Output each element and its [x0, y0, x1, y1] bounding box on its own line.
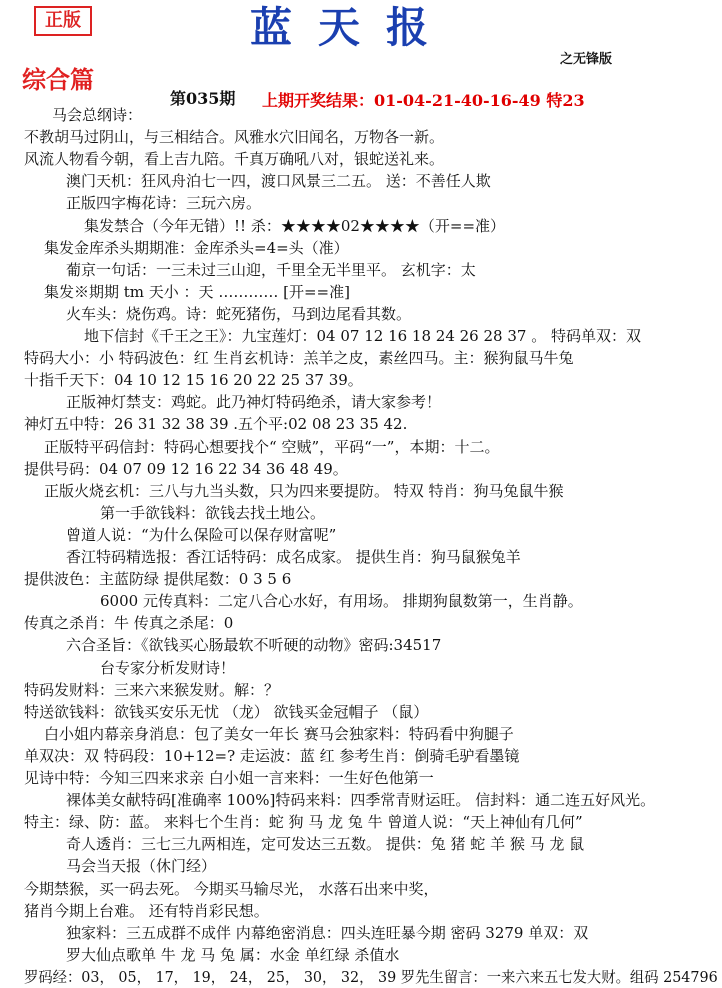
content-line: 神灯五中特：26 31 32 38 39 .五个平:02 08 23 35 42. — [24, 415, 408, 434]
content-line: 第一手欲钱料：欲钱去找土地公。 — [100, 503, 326, 522]
content-line: 台专家分析发财诗！ — [100, 658, 236, 677]
content-line: 十指千天下：04 10 12 15 16 20 22 25 37 39。 — [24, 371, 363, 390]
content-line: 猪肖今期上台难。 还有特肖彩民想。 — [24, 901, 269, 920]
content-line: 地下信封《千王之王》：九宝莲灯：04 07 12 16 18 24 26 28 37 。 特码单双：双 — [84, 327, 641, 345]
content-line: 6000 元传真料：二定八合心水好，有用场。 排期狗鼠数第一，生肖静。 — [100, 592, 583, 611]
content-line: 独家料：三五成群不成伴 内幕绝密消息：四头连旺暴今期 密码 3279 单双：双 — [66, 923, 589, 942]
content-line: 火车头：烧伤鸡。诗：蛇死猪伤，马到边尾看其数。 — [66, 304, 412, 323]
content-line: 单双决：双 特码段：10+12=? 走运波：蓝 红 参考生肖：倒骑毛驴看墨镜 — [24, 746, 520, 765]
content-line: 特码大小：小 特码波色：红 生肖玄机诗：羔羊之皮，素丝四马。主：猴狗鼠马牛兔 — [24, 349, 574, 368]
content-line: 正版四字梅花诗：三玩六房。 — [66, 194, 262, 213]
content-line: 澳门天机：狂风舟泊七一四，渡口风景三二五。 送：不善任人欺 — [66, 172, 491, 191]
content-line: 见诗中特：今知三四来求亲 白小姐一言来料：一生好色他第一 — [24, 769, 434, 787]
content-line: 集发※期期 tm 天小 ：天 ………… [开==准] — [44, 282, 350, 301]
content-line: 葡京一句话：一三未过三山迎，千里全无半里平。 玄机字：太 — [66, 260, 476, 279]
content-line: 不教胡马过阴山，与三相结合。风雅水穴旧闻名，万物各一新。 — [24, 128, 445, 147]
content-line: 六合圣旨：《欲钱买心肠最软不听硬的动物》密码:34517 — [66, 636, 442, 655]
content-line: 特码发财料：三来六来猴发财。解：？ — [24, 680, 280, 699]
content-line: 罗大仙点歌单 牛 龙 马 兔 属：水金 单红绿 杀值水 — [66, 945, 400, 964]
content-line: 传真之杀肖：牛 传真之杀尾：0 — [24, 614, 234, 633]
content-line: 正版特平码信封：特码心想要找个“ 空贼”，平码“一”，本期：十二。 — [44, 437, 500, 456]
content-line: 奇人透肖：三七三九两相连，定可发达三五数。 提供：兔 猪 蛇 羊 猴 马 龙 鼠 — [66, 835, 585, 854]
content-line: 正版火烧玄机：三八与九当头数，只为四来要提防。 特双 特肖：狗马兔鼠牛猴 — [44, 481, 564, 500]
content-line: 特送欲钱料：欲钱买安乐无忧 （龙） 欲钱买金冠帽子 （鼠） — [24, 702, 429, 721]
content-line: 特主：绿、防：蓝。 来料七个生肖：蛇 狗 马 龙 兔 牛 曾道人说：“天上神仙有几何” — [24, 813, 583, 832]
section-label: 综合篇 — [22, 66, 94, 94]
content-line: 马会总纲诗： — [52, 106, 143, 124]
content-line: 马会当天报（休门经） — [66, 857, 217, 876]
genuine-edition-badge: 正版 — [34, 6, 92, 36]
content-line: 集发金库杀头期期准：金库杀头=4=头（准） — [44, 238, 349, 257]
content-line: 提供波色：主蓝防绿 提供尾数：0 3 5 6 — [24, 570, 292, 589]
content-line: 罗码经：03， 05， 17， 19， 24， 25， 30， 32， 39 罗先生留言：一来六来五七发大财。组码 254796 — [24, 967, 718, 986]
content-line: 曾道人说：“为什么保险可以保存财富呢” — [66, 525, 337, 544]
content-line: 今期禁猴，买一码去死。 今期买马输尽光， 水落石出来中奖， — [24, 879, 439, 898]
content-line: 正版神灯禁支：鸡蛇。此乃神灯特码绝杀，请大家参考！ — [66, 393, 442, 412]
issue-number: 第035期 — [170, 89, 236, 108]
content-line: 风流人物看今朝，看上吉九陪。千真万确吼八对，银蛇送礼来。 — [24, 150, 445, 169]
last-draw-result: 上期开奖结果：01-04-21-40-16-49 特23 — [262, 91, 585, 110]
content-line: 集发禁合（今年无错）!! 杀：★★★★02★★★★（开==准） — [84, 216, 506, 235]
edition-label: 之无锋版 — [560, 52, 613, 67]
content-line: 提供号码：04 07 09 12 16 22 34 36 48 49。 — [24, 459, 348, 478]
newspaper-title: 蓝天报 — [250, 3, 455, 52]
content-line: 白小姐内幕亲身消息：包了美女一年长 赛马会独家料：特码看中狗腿子 — [44, 724, 514, 743]
content-line: 香江特码精选报：香江话特码：成名成家。 提供生肖：狗马鼠猴兔羊 — [66, 548, 521, 566]
content-line: 裸体美女献特码[准确率 100%]特码来料：四季常青财运旺。 信封料：通二连五好风光。 — [66, 791, 656, 810]
